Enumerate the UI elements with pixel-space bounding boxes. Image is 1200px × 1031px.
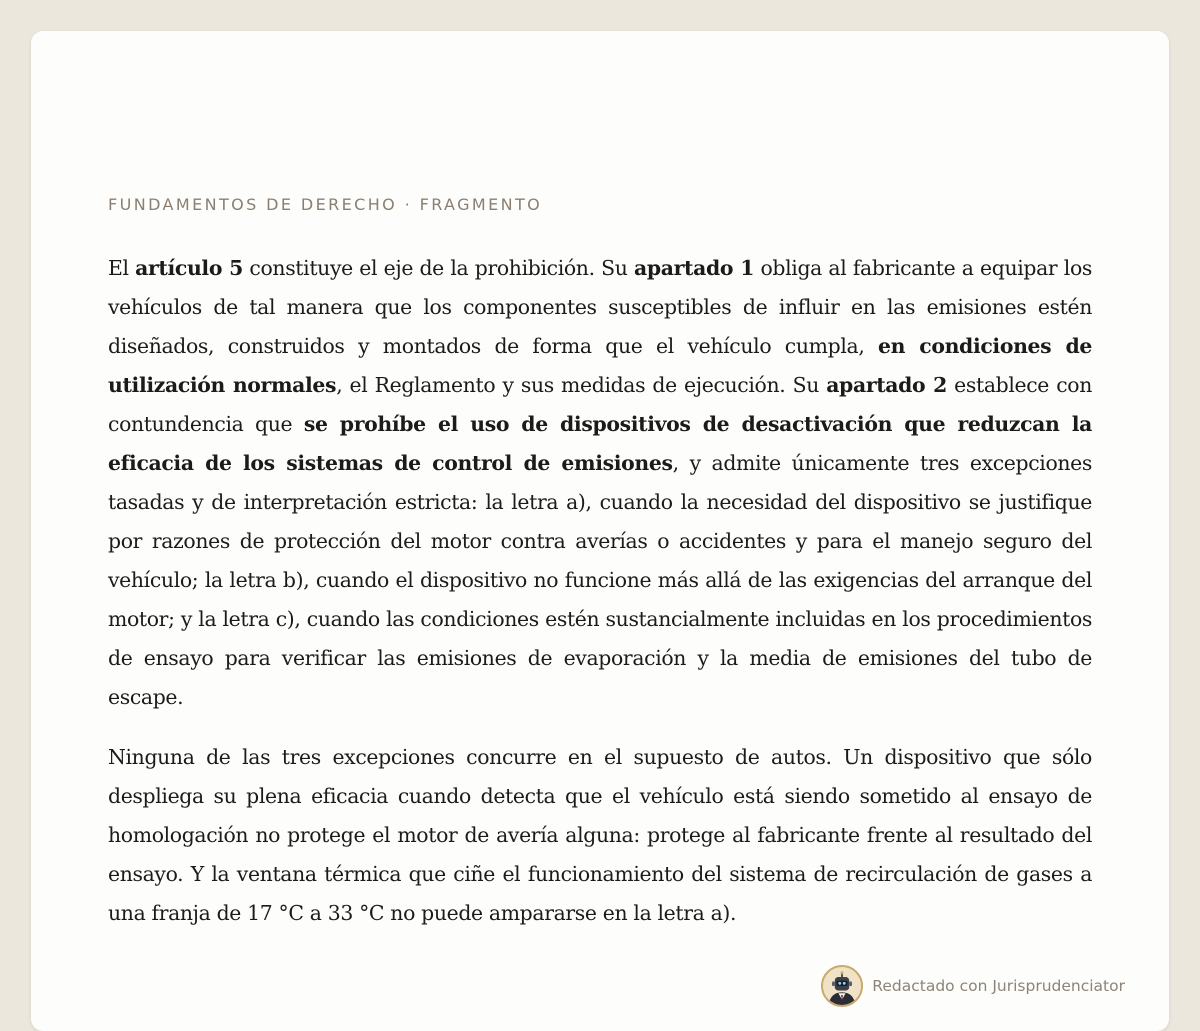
p1-bold-apartado-1: apartado 1 [634,256,755,280]
footer-credit-label: Redactado con Jurisprudenciator [872,977,1125,995]
p1-bold-prohibicion: se prohíbe el uso de dispositivos de desactivación que reduzcan la eficacia de los sistemas de control de emisiones [108,412,1092,475]
p1-text-1: El [108,256,136,280]
p1-bold-condiciones: en condiciones de utilización normales [108,334,1092,397]
section-kicker: FUNDAMENTOS DE DERECHO · FRAGMENTO [108,195,543,214]
p1-text-5: establece con contundencia que [108,373,1093,436]
p1-text-3: obliga al fabricante a equipar los vehículos de tal manera que los componentes susceptibles de influir en las emisiones estén diseñados, construidos y montados de forma que el vehículo cumpla, [108,256,1092,358]
document-body [108,249,1092,954]
p1-text-4: , el Reglamento y sus medidas de ejecución. Su [336,373,827,397]
p1-bold-articulo: artículo 5 [135,256,243,280]
paragraph-2: Ninguna de las tres excepciones concurre en el supuesto de autos. Un dispositivo que sólo despliega su plena eficacia cuando detecta que el vehículo está siendo sometido al ensayo de homologación no protege el motor de avería alguna: protege al fabricante frente al resultado del ensayo. Y la ventana térmica que ciñe el funcionamiento del sistema de recirculación de gases a una franja de 17 °C a 33 °C no puede ampararse en la letra a). [108,745,1092,925]
robot-lawyer-avatar-icon [821,965,863,1007]
footer-credit [821,965,1125,1007]
paragraph-1 [108,249,1092,717]
p1-text-6: , y admite únicamente tres excepciones tasadas y de interpretación estricta: la letra a), cuando la necesidad del dispositivo se justifique por razones de protección del motor contra averías o accidentes y para el manejo seguro del vehículo; la letra b), cuando el dispositivo no funcione más allá de las exigencias del arranque del motor; y la letra c), cuando las condiciones estén sustancialmente incluidas en los procedimientos de ensayo para verificar las emisiones de evaporación y la media de emisiones del tubo de escape. [108,451,1092,709]
p1-bold-apartado-2: apartado 2 [826,373,947,397]
document-card [31,31,1169,1031]
p1-text-2: constituye el eje de la prohibición. Su [242,256,635,280]
